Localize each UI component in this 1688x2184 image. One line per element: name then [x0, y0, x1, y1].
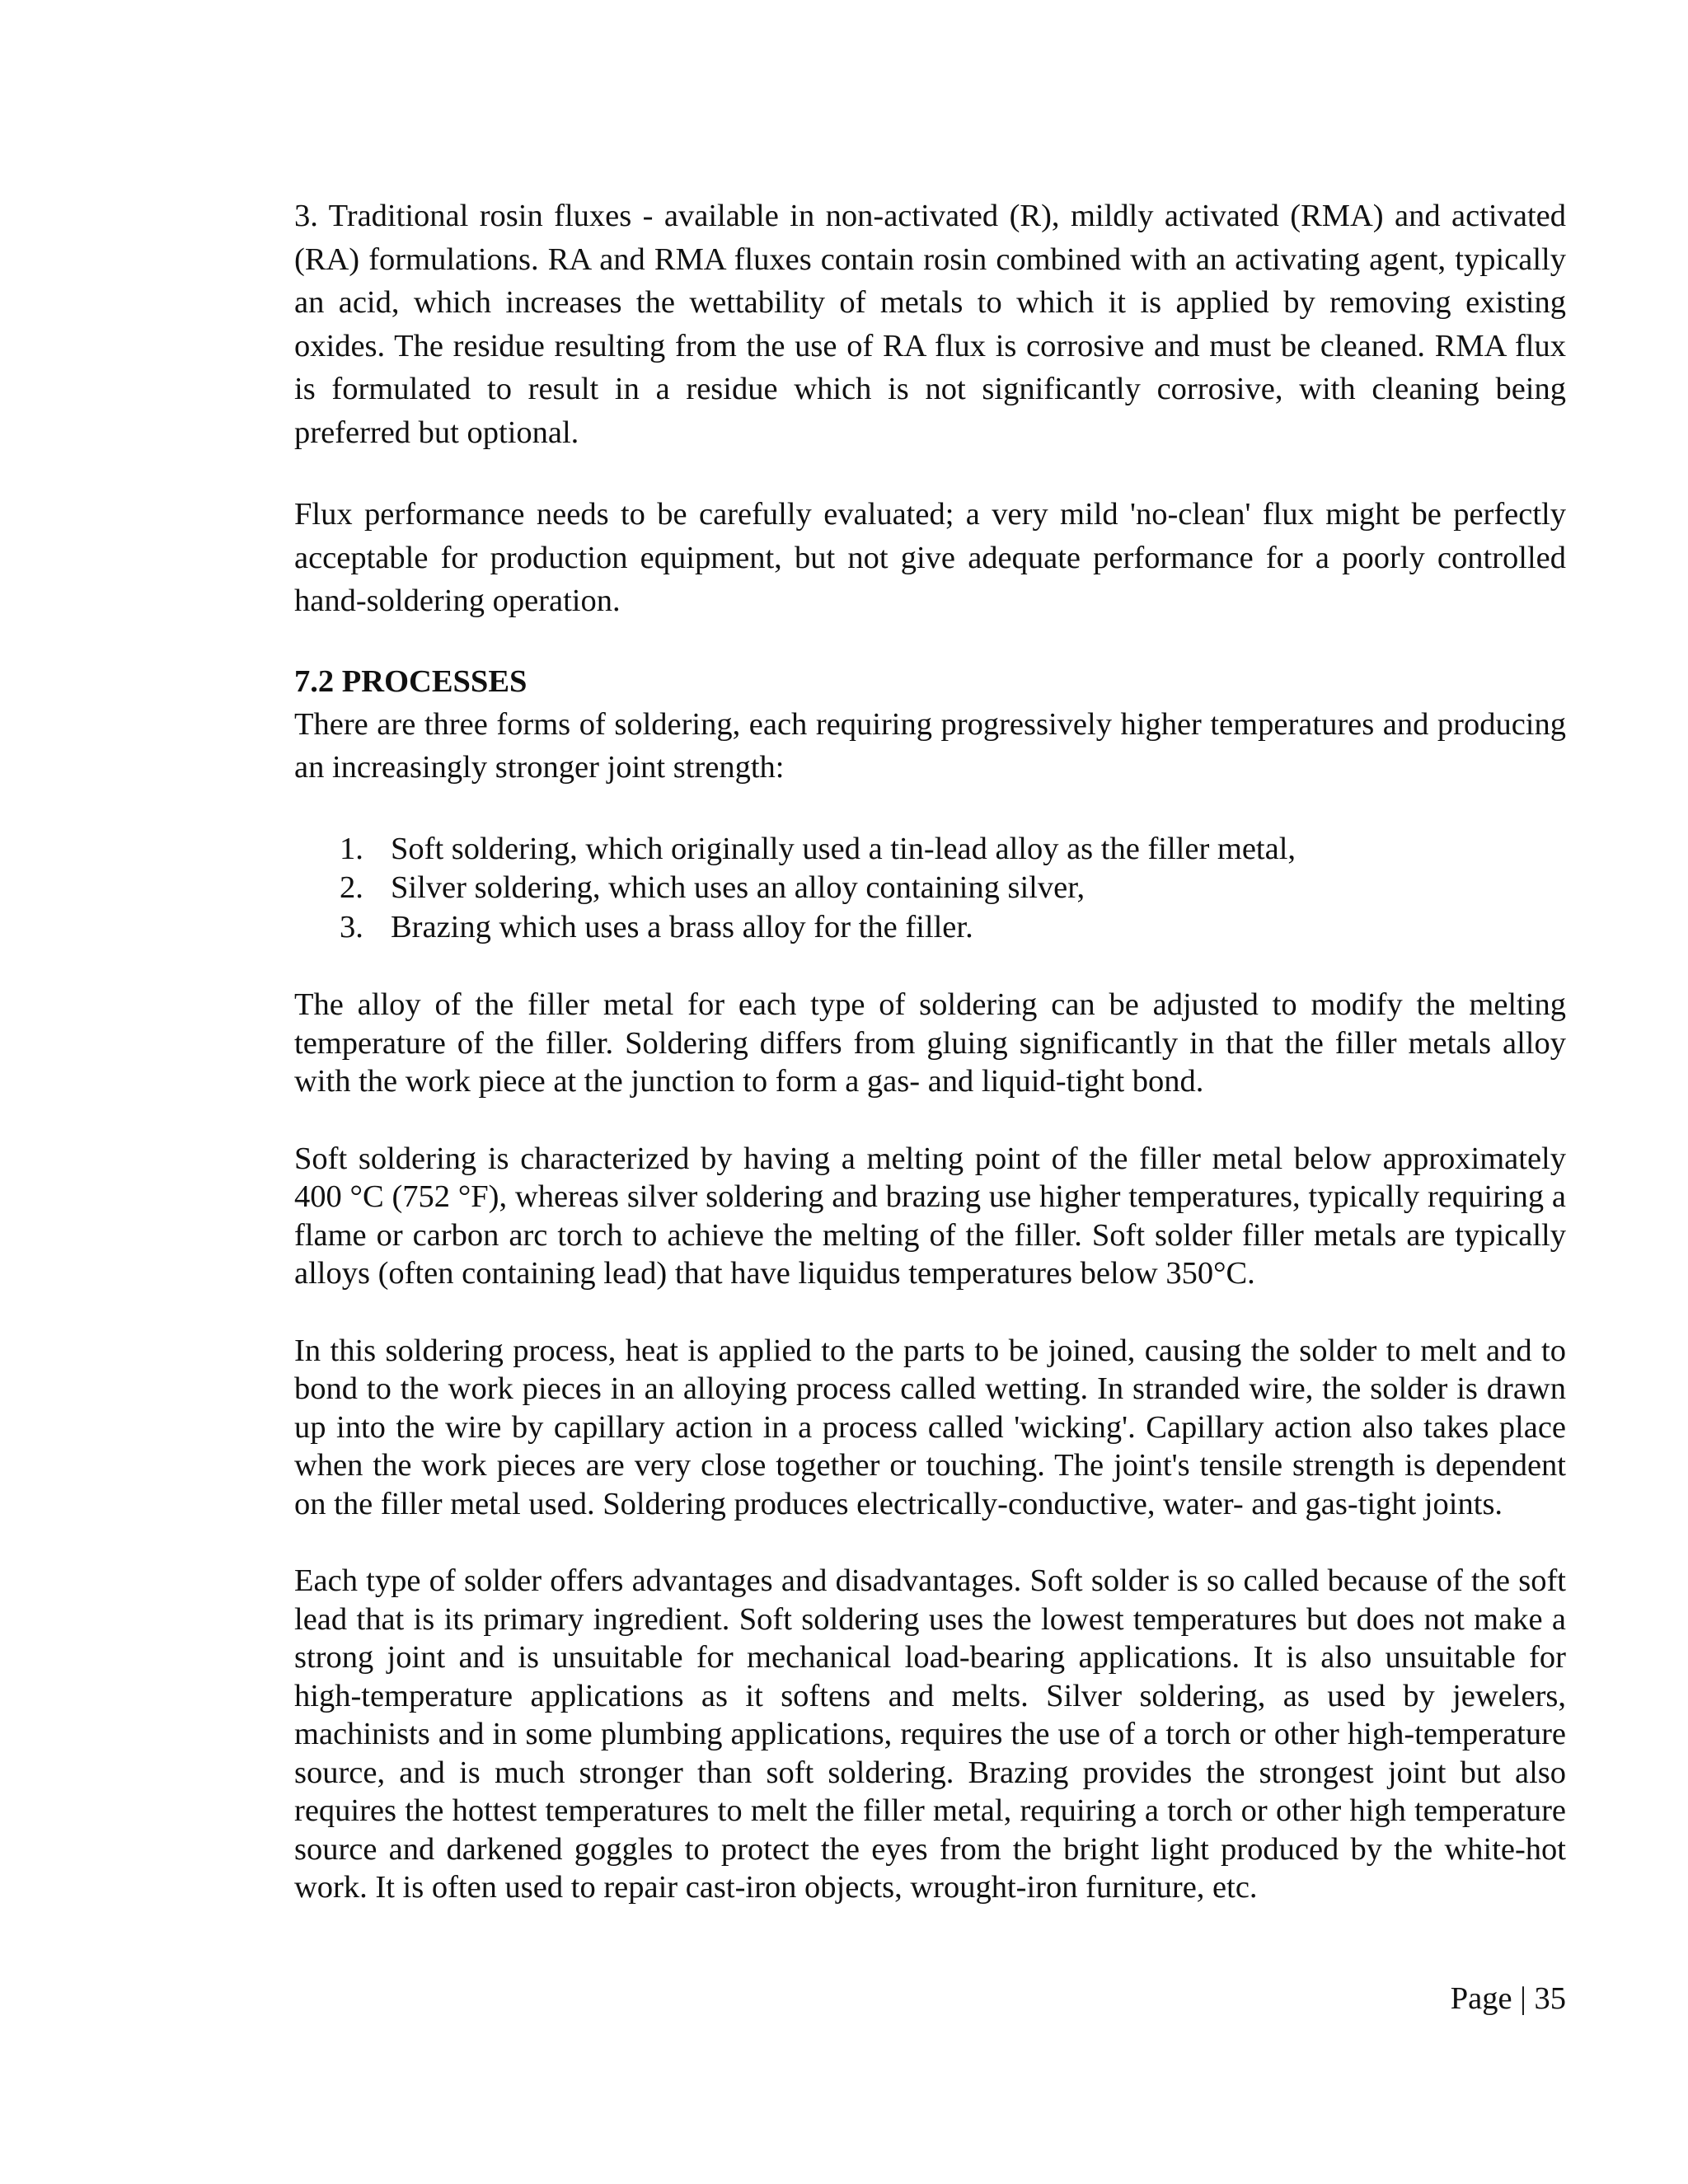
paragraph-solder-types: Each type of solder offers advantages and disadvantages. Soft solder is so called because of the soft lead that is its primary ingredient. Soft soldering uses the lowest temperatures but does not make a strong joint and is unsuitable for mechanical load-bearing applications. It is also unsuitable for high-temperature applications as it softens and melts. Silver soldering, as used by jewelers, machinists and in some plumbing applications, requires the use of a torch or other high-temperature source, and is much stronger than soft soldering. Brazing provides the strongest joint but also requires the hottest temperatures to melt the filler metal, requiring a torch or other high temperature source and darkened goggles to protect the eyes from the bright light produced by the white-hot work. It is often used to repair cast-iron objects, wrought-iron furniture, etc.	[294, 1563, 1566, 1905]
paragraph-alloy-adjust: The alloy of the filler metal for each type of soldering can be adjusted to modify the melting temperature of the filler. Soldering differs from gluing significantly in that the filler metals alloy with the work piece at the junction to form a gas- and liquid-tight bond.	[294, 987, 1566, 1099]
list-item-number: 2.	[340, 870, 363, 905]
list-item	[294, 830, 1566, 869]
list-item-text: Brazing which uses a brass alloy for the filler.	[391, 909, 973, 944]
list-item-number: 1.	[340, 831, 363, 866]
list-item-number: 3.	[340, 909, 363, 944]
list-item	[294, 869, 1566, 908]
paragraph-soft-soldering: Soft soldering is characterized by having a melting point of the filler metal below approximately 400 °C (752 °F), whereas silver soldering and brazing use higher temperatures, typically requiring a flame or carbon arc torch to achieve the melting of the filler. Soft solder filler metals are typically alloys (often containing lead) that have liquidus temperatures below 350°C.	[294, 1141, 1566, 1291]
list-item-text: Silver soldering, which uses an alloy containing silver,	[391, 870, 1085, 905]
soldering-forms-list	[294, 830, 1566, 948]
list-item-text: Soft soldering, which originally used a tin-lead alloy as the filler metal,	[391, 831, 1296, 866]
section-heading: 7.2 PROCESSES	[294, 663, 528, 699]
paragraph-rosin-fluxes: 3. Traditional rosin fluxes - available in non-activated (R), mildly activated (RMA) and activated (RA) formulations. RA and RMA fluxes contain rosin combined with an activating agent, typically an acid, which increases the wettability of metals to which it is applied by removing existing oxides. The residue resulting from the use of RA flux is corrosive and must be cleaned. RMA flux is formulated to result in a residue which is not significantly corrosive, with cleaning being preferred but optional.	[294, 199, 1566, 450]
paragraph-soldering-process: In this soldering process, heat is applied to the parts to be joined, causing the solder to melt and to bond to the work pieces in an alloying process called wetting. In stranded wire, the solder is drawn up into the wire by capillary action in a process called 'wicking'. Capillary action also takes place when the work pieces are very close together or touching. The joint's tensile strength is dependent on the filler metal used. Soldering produces electrically-conductive, water- and gas-tight joints.	[294, 1333, 1566, 1521]
list-item	[294, 908, 1566, 948]
paragraph-three-forms: There are three forms of soldering, each requiring progressively higher temperatures and producing an increasingly stronger joint strength:	[294, 706, 1566, 785]
paragraph-flux-performance: Flux performance needs to be carefully evaluated; a very mild 'no-clean' flux might be perfectly acceptable for production equipment, but not give adequate performance for a poorly controlled hand-soldering operation.	[294, 497, 1566, 618]
page-number: Page | 35	[1450, 1981, 1566, 2016]
page-content	[294, 194, 1566, 1907]
